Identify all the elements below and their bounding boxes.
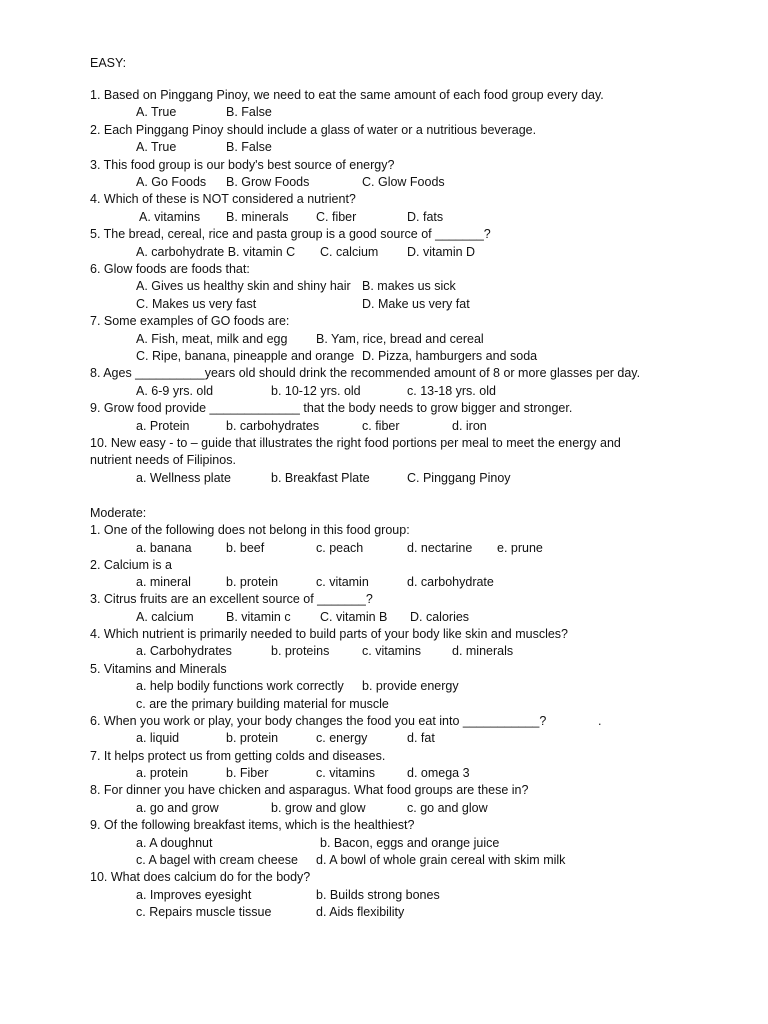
option: b. Fiber bbox=[226, 766, 269, 780]
option: A. 6-9 yrs. old bbox=[136, 384, 214, 398]
easy-question-3: 3. This food group is our body's best source of energy? bbox=[90, 158, 395, 172]
option: a. liquid bbox=[136, 731, 180, 745]
option: a. mineral bbox=[136, 575, 191, 589]
option: c. A bagel with cream cheese bbox=[136, 853, 298, 867]
option: b. protein bbox=[226, 731, 279, 745]
option: a. go and grow bbox=[136, 801, 219, 815]
option: c. energy bbox=[316, 731, 368, 745]
option: d. iron bbox=[452, 419, 487, 433]
option: d. Aids flexibility bbox=[316, 905, 405, 919]
option: A. True bbox=[136, 140, 177, 154]
option: C. fiber bbox=[316, 210, 357, 224]
option: d. nectarine bbox=[407, 541, 473, 555]
option: d. carbohydrate bbox=[407, 575, 494, 589]
option: d. fat bbox=[407, 731, 435, 745]
option: C. vitamin B bbox=[320, 610, 388, 624]
option: b. Builds strong bones bbox=[316, 888, 440, 902]
option: c. 13-18 yrs. old bbox=[407, 384, 496, 398]
option: c. fiber bbox=[362, 419, 400, 433]
option: a. banana bbox=[136, 541, 192, 555]
moderate-question-5: 5. Vitamins and Minerals bbox=[90, 662, 227, 676]
option: c. go and glow bbox=[407, 801, 488, 815]
easy-question-10: 10. New easy - to – guide that illustrates the right food portions per meal to meet the energy and bbox=[90, 436, 621, 450]
option: C. Makes us very fast bbox=[136, 297, 257, 311]
option: A. True bbox=[136, 105, 177, 119]
option: c. vitamin bbox=[316, 575, 369, 589]
option: B. Yam, rice, bread and cereal bbox=[316, 332, 484, 346]
option: b. proteins bbox=[271, 644, 330, 658]
option: D. Pizza, hamburgers and soda bbox=[362, 349, 538, 363]
option: b. provide energy bbox=[362, 679, 459, 693]
option: c. Repairs muscle tissue bbox=[136, 905, 272, 919]
moderate-question-6: 6. When you work or play, your body changes the food you eat into ___________? bbox=[90, 714, 547, 728]
easy-question-4: 4. Which of these is NOT considered a nutrient? bbox=[90, 192, 356, 206]
option: C. calcium bbox=[320, 245, 379, 259]
option: D. Make us very fat bbox=[362, 297, 470, 311]
option: A. calcium bbox=[136, 610, 194, 624]
moderate-question-2: 2. Calcium is a bbox=[90, 558, 172, 572]
option: d. minerals bbox=[452, 644, 514, 658]
option: e. prune bbox=[497, 541, 543, 555]
option: a. Carbohydrates bbox=[136, 644, 232, 658]
option: c. vitamins bbox=[316, 766, 376, 780]
option: c. vitamins bbox=[362, 644, 422, 658]
moderate-question-3: 3. Citrus fruits are an excellent source of _______? bbox=[90, 592, 373, 606]
option: B. minerals bbox=[226, 210, 289, 224]
easy-question-8: 8. Ages __________years old should drink the recommended amount of 8 or more glasses per day. bbox=[90, 366, 641, 380]
option: C. Glow Foods bbox=[362, 175, 445, 189]
easy-question-7: 7. Some examples of GO foods are: bbox=[90, 314, 290, 328]
option: B. makes us sick bbox=[362, 279, 456, 293]
option: a. protein bbox=[136, 766, 189, 780]
option: b. protein bbox=[226, 575, 279, 589]
easy-question-2: 2. Each Pinggang Pinoy should include a glass of water or a nutritious beverage. bbox=[90, 123, 537, 137]
option: b. Bacon, eggs and orange juice bbox=[320, 836, 500, 850]
option: a. Protein bbox=[136, 419, 190, 433]
option: D. vitamin D bbox=[407, 245, 476, 259]
easy-question-1: 1. Based on Pinggang Pinoy, we need to eat the same amount of each food group every day. bbox=[90, 88, 604, 102]
option: a. Improves eyesight bbox=[136, 888, 252, 902]
easy-question-6: 6. Glow foods are foods that: bbox=[90, 262, 250, 276]
option: A. Go Foods bbox=[136, 175, 207, 189]
option: c. are the primary building material for muscle bbox=[136, 697, 389, 711]
easy-question-10-cont: nutrient needs of Filipinos. bbox=[90, 453, 236, 467]
option: b. Breakfast Plate bbox=[271, 471, 370, 485]
option: B. False bbox=[226, 140, 272, 154]
option: D. fats bbox=[407, 210, 444, 224]
option: A. vitamins bbox=[139, 210, 201, 224]
option: c. peach bbox=[316, 541, 364, 555]
option: B. False bbox=[226, 105, 272, 119]
option: a. Wellness plate bbox=[136, 471, 231, 485]
option: B. vitamin c bbox=[226, 610, 291, 624]
moderate-question-7: 7. It helps protect us from getting colds and diseases. bbox=[90, 749, 386, 763]
moderate-heading: Moderate: bbox=[90, 506, 147, 520]
moderate-question-4: 4. Which nutrient is primarily needed to build parts of your body like skin and muscles? bbox=[90, 627, 569, 641]
stray-period: . bbox=[598, 714, 602, 728]
option: A. Fish, meat, milk and egg bbox=[136, 332, 288, 346]
moderate-question-1: 1. One of the following does not belong in this food group: bbox=[90, 523, 410, 537]
option: b. 10-12 yrs. old bbox=[271, 384, 361, 398]
moderate-question-10: 10. What does calcium do for the body? bbox=[90, 870, 311, 884]
option: D. calories bbox=[410, 610, 470, 624]
easy-question-9: 9. Grow food provide _____________ that the body needs to grow bigger and stronger. bbox=[90, 401, 573, 415]
option: b. carbohydrates bbox=[226, 419, 320, 433]
option: b. grow and glow bbox=[271, 801, 366, 815]
option: b. beef bbox=[226, 541, 265, 555]
option: C. Ripe, banana, pineapple and orange bbox=[136, 349, 355, 363]
moderate-question-9: 9. Of the following breakfast items, which is the healthiest? bbox=[90, 818, 415, 832]
option: a. A doughnut bbox=[136, 836, 213, 850]
option: A. carbohydrate B. vitamin C bbox=[136, 245, 296, 259]
option: a. help bodily functions work correctly bbox=[136, 679, 344, 693]
option: d. A bowl of whole grain cereal with skim milk bbox=[316, 853, 566, 867]
easy-question-5: 5. The bread, cereal, rice and pasta group is a good source of _______? bbox=[90, 227, 491, 241]
option: A. Gives us healthy skin and shiny hair bbox=[136, 279, 351, 293]
easy-heading: EASY: bbox=[90, 56, 127, 70]
option: B. Grow Foods bbox=[226, 175, 310, 189]
option: d. omega 3 bbox=[407, 766, 470, 780]
moderate-question-8: 8. For dinner you have chicken and asparagus. What food groups are these in? bbox=[90, 783, 529, 797]
option: C. Pinggang Pinoy bbox=[407, 471, 511, 485]
